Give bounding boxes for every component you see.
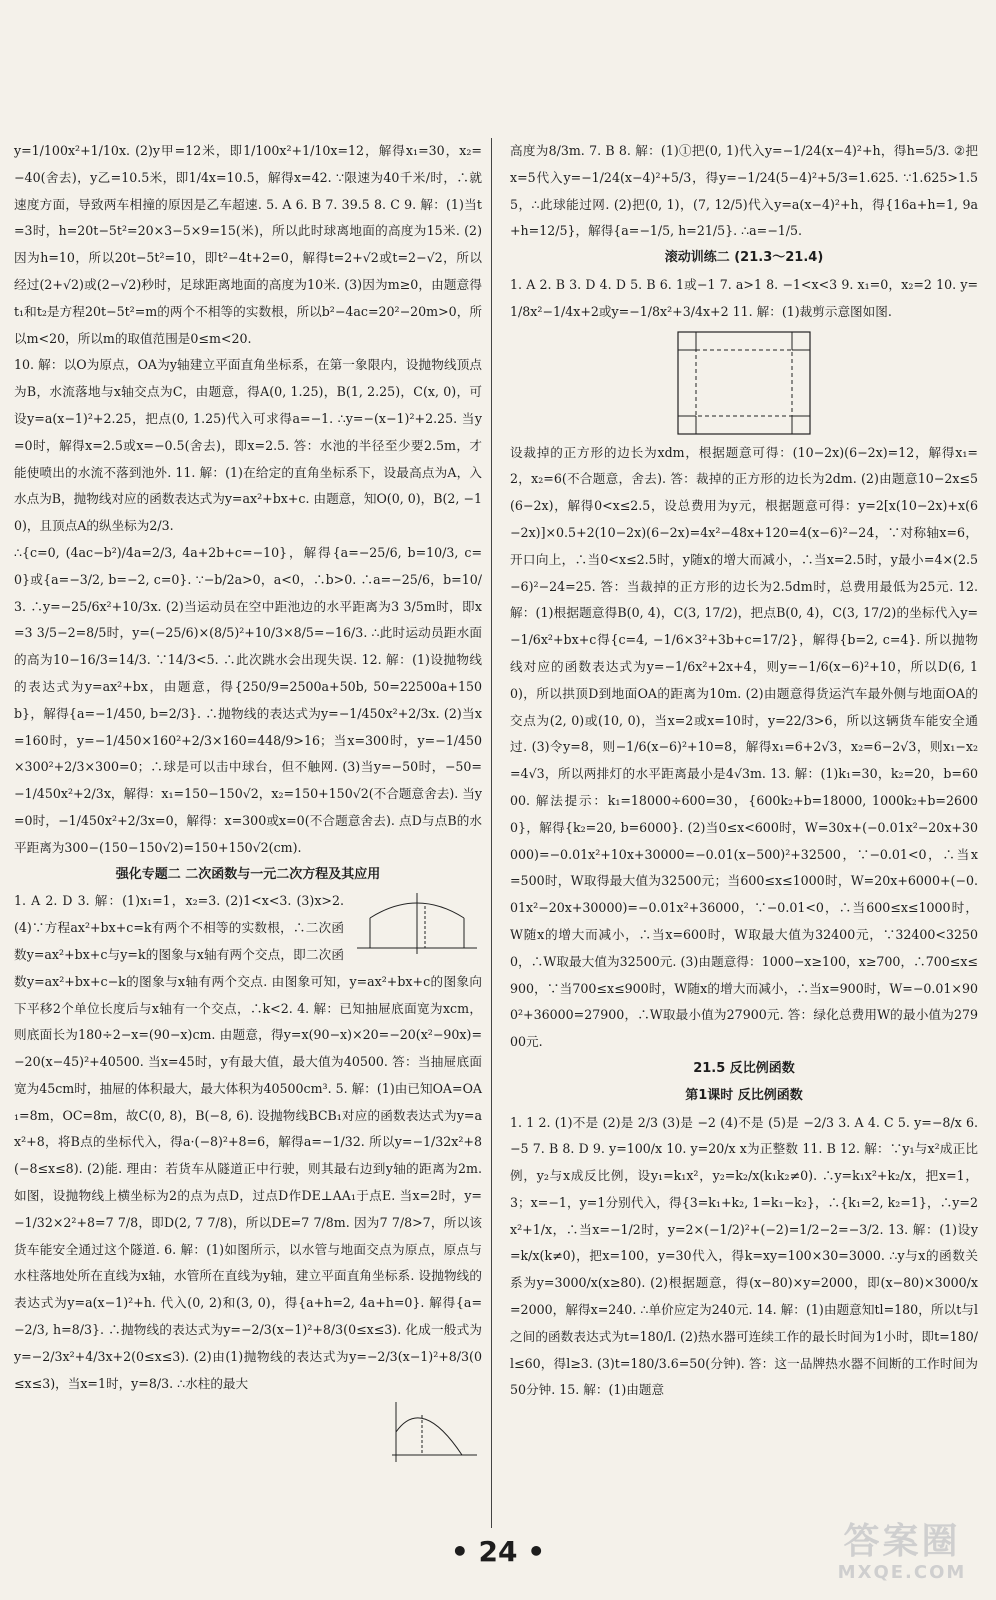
- answer-paragraph: 设裁掉的正方形的边长为xdm，根据题意可得：(10−2x)(6−2x)=12，解得x₁=2，x₂=6(不合题意，舍去). 答：裁掉的正方形的边长为2dm. (2)由题意10−2x≤5(6−2x)，解得0<x≤2.5，设总费用为y元，根据题意可得：y=2[x(10−2x)+x(6−2x)]×0.5+2(10−2x)(6−2x)=4x²−48x+120=4(x−6)²−24，∵对称轴x=6，开口向上，∴当0<x≤2.5时，y随x的增大而减小，∴当x=2.5时，y最小=4×(2.5−6)²−24=25. 答：当裁掉的正方形的边长为2.5dm时，总费用最低为25元. 12. 解：(1)根据题意得B(0, 4)，C(3, 17/2)，把点B(0, 4)，C(3, 17/2)的坐标代入y=−1/6x²+bx+c得{c=4, −1/6×3²+3b+c=17/2}，解得{b=2, c=4}. 所以抛物线对应的函数表达式为y=−1/6x²+2x+4，则y=−1/6(x−6)²+10，所以D(6, 10)，所以拱顶D到地面OA的距离为10m. (2)由题意得货运汽车最外侧与地面OA的交点为(2, 0)或(10, 0)，当x=2或x=10时，y=22/3>6，所以这辆货车能安全通过. (3)令y=8，则−1/6(x−6)²+10=8，解得x₁=6+2√3，x₂=6−2√3，则x₁−x₂=4√3，所以两排灯的水平距离最小是4√3m. 13. 解：(1)k₁=30，k₂=20，b=6000. 解法提示：k₁=18000÷600=30，{600k₂+b=18000, 1000k₂+b=26000}，解得{k₂=20, b=6000}. (2)当0≤x<600时，W=30x+(−0.01x²−20x+30000)=−0.01x²+10x+30000=−0.01(x−500)²+32500，∵−0.01<0，∴当x=500时，W取得最大值为32500元；当600≤x≤1000时，W=20x+6000+(−0.01x²−20x+30000)=−0.01x²+36000，∵−0.01<0，∴当600≤x≤1000时，W随x的增大而减小，∴当x=600时，W取最大值为32400元，∵32400<32500，∴W取最大值为32500元. (3)由题意得：1000−x≥100，x≥700，∴700≤x≤900，∵当700≤x≤900时，W随x的增大而减小，∴当x=900时，W=−0.01×900²+36000=27900，∴W取最小值为27900元. 答：绿化总费用W的最小值为27900元.: [510, 444, 978, 1050]
- column-divider: [491, 138, 492, 1528]
- watermark-text: 答案圈: [843, 1521, 961, 1562]
- tunnel-diagram: [352, 888, 482, 958]
- answer-paragraph: 1. A 2. D 3. 解：(1)x₁=1，x₂=3. (2)1<x<3. (3)x>2. (4)∵方程ax²+bx+c=k有两个不相等的实数根，∴二次函数y=ax²+bx+c与y=k的图象与x轴有两个交点，即二次函数y=ax²+bx+c−k的图象与x轴有两个交点. 由图象可知，y=ax²+bx+c的图象向下平移2个单位长度后与x轴有一个交点，∴k<2. 4. 解：已知抽屉底面宽为xcm，则底面长为180÷2−x=(90−x)cm. 由题意，得y=x(90−x)×20=−20(x²−90x)=−20(x−45)²+40500. 当x=45时，y有最大值，最大值为40500. 答：当抽屉底面宽为45cm时，抽屉的体积最大，最大体积为40500cm³. 5. 解：(1)由已知OA=OA₁=8m，OC=8m，故C(0, 8)，B(−8, 6). 设抛物线BCB₁对应的函数表达式为y=ax²+8，将B点的坐标代入，得a·(−8)²+8=6，解得a=−1/32. 所以y=−1/32x²+8(−8≤x≤8). (2)能. 理由：若货车从隧道正中行驶，则其最右边到y轴的距离为2m. 如图，设抛物线上横坐标为2的点为点D，过点D作DE⊥AA₁于点E. 当x=2时，y=−1/32×2²+8=7 7/8，即D(2, 7 7/8)，所以DE=7 7/8m. 因为7 7/8>7，所以该货车能安全通过这个隧道. 6. 解：(1)如图所示，以水管与地面交点为原点，原点与水柱落地处所在直线为x轴，水管所在直线为y轴，建立平面直角坐标系. 设抛物线的表达式为y=a(x−1)²+h. 代入(0, 2)和(3, 0)，得{a+h=2, 4a+h=0}. 解得{a=−2/3, h=8/3}. ∴抛物线的表达式为y=−2/3(x−1)²+8/3(0≤x≤3). 化成一般式为y=−2/3x²+4/3x+2(0≤x≤3). (2)由(1)抛物线的表达式为y=−2/3(x−1)²+8/3(0≤x≤3)，当x=1时，y=8/3. ∴水柱的最大: [14, 893, 482, 1391]
- parabola-diagram: [382, 1397, 482, 1467]
- section-heading: 21.5 反比例函数: [693, 1060, 795, 1076]
- right-column: [510, 138, 978, 1398]
- watermark-url: MXQE.COM: [837, 1562, 967, 1583]
- section-heading: 强化专题二 二次函数与一元二次方程及其应用: [115, 866, 381, 882]
- answer-paragraph: ∴{c=0, (4ac−b²)/4a=2/3, 4a+2b+c=−10}，解得{a=−25/6, b=10/3, c=0}或{a=−3/2, b=−2, c=0}. ∵−b/2a>0，a<0，∴b>0. ∴a=−25/6，b=10/3. ∴y=−25/6x²+10/3x. (2)当运动员在空中距池边的水平距离为3 3/5m时，即x=3 3/5−2=8/5时，y=(−25/6)×(8/5)²+10/3×8/5=−16/3. ∴此时运动员距水面的高为10−16/3=14/3. ∵14/3<5. ∴此次跳水会出现失误. 12. 解：(1)设抛物线的表达式为y=ax²+bx，由题意，得{250/9=2500a+50b, 50=22500a+150b}，解得{a=−1/450, b=2/3}. ∴抛物线的表达式为y=−1/450x²+2/3x. (2)当x=160时，y=−1/450×160²+2/3×160=448/9>16；当x=300时，y=−1/450×300²+2/3×300=0；∴球是可以击中球台，但不触网. (3)当y=−50时，−50=−1/450x²+2/3x，解得：x₁=150−150√2，x₂=150+150√2(不合题意舍去). 当y=0时，−1/450x²+2/3x=0，解得：x=300或x=0(不合题意舍去). 点D与点B的水平距离为300−(150−150√2)=150+150√2(cm).: [14, 544, 482, 855]
- section-heading: 滚动训练二 (21.3～21.4): [664, 250, 824, 266]
- watermark-logo: [822, 1522, 982, 1592]
- subsection-heading: 第1课时 反比例函数: [685, 1087, 803, 1103]
- answer-paragraph: 1. A 2. B 3. D 4. D 5. B 6. 1或−1 7. a>1 8. −1<x<3 9. x₁=0，x₂=2 10. y=1/8x²−1/4x+2或y=−1/8x²+3/4x+2 11. 解：(1)裁剪示意图如图.: [510, 276, 978, 319]
- answer-paragraph: 高度为8/3m. 7. B 8. 解：(1)①把(0, 1)代入y=−1/24(x−4)²+h，得h=5/3. ②把x=5代入y=−1/24(x−4)²+5/3，得y=−1/24(5−4)²+5/3=1.625. ∵1.625>1.55，∴此球能过网. (2)把(0, 1)，(7, 12/5)代入y=a(x−4)²+h，得{16a+h=1, 9a+h=12/5}，解得{a=−1/5, h=21/5}. ∴a=−1/5.: [510, 143, 978, 239]
- answer-paragraph: 1. 1 2. (1)不是 (2)是 2/3 (3)是 −2 (4)不是 (5)是 −2/3 3. A 4. C 5. y=−8/x 6. −5 7. B 8. D 9. y=100/x 10. y=20/x x为正整数 11. B 12. 解：∵y₁与x²成正比例，y₂与x成反比例，设y₁=k₁x²，y₂=k₂/x(k₁k₂≠0). ∴y=k₁x²+k₂/x，把x=1，3；x=−1，y=1分别代入，得{3=k₁+k₂, 1=k₁−k₂}，∴{k₁=2, k₂=1}，∴y=2x²+1/x，∴当x=−1/2时，y=2×(−1/2)²+(−2)=1/2−2=−3/2. 13. 解：(1)设y=k/x(k≠0)，把x=100，y=30代入，得k=xy=100×30=3000. ∴y与x的函数关系为y=3000/x(x≥80). (2)根据题意，得(x−80)×y=2000，即(x−80)×3000/x=2000，解得x=240. ∴单价应定为240元. 14. 解：(1)由题意知tl=180，所以t与l之间的函数表达式为t=180/l. (2)热水器可连续工作的最长时间为1小时，即t=180/l≤60，得l≥3. (3)t=180/3.6=50(分钟). 答：这一品牌热水器不间断的工作时间为50分钟. 15. 解：(1)由题意: [510, 1114, 978, 1398]
- answer-paragraph: y=1/100x²+1/10x. (2)y甲=12米，即1/100x²+1/10x=12，解得x₁=30，x₂=−40(舍去)，y乙=10.5米，即1/4x=10.5，解得x=42. ∵限速为40千米/时，∴就速度方面，导致两车相撞的原因是乙车超速. 5. A 6. B 7. 39.5 8. C 9. 解：(1)当t=3时，h=20t−5t²=20×3−5×9=15(米)，所以此时球离地面的高度为15米. (2)因为h=10，所以20t−5t²=10，即t²−4t+2=0，解得t=2+√2或t=2−√2，所以经过(2+√2)或(2−√2)秒时，足球距离地面的高度为10米. (3)因为m≥0，由题意得t₁和t₂是方程20t−5t²=m的两个不相等的实数根，所以b²−4ac=20²−20m>0，所以m<20，所以m的取值范围是0≤m<20.: [14, 143, 482, 346]
- page-number: • 24 •: [450, 1535, 546, 1568]
- answer-paragraph: 10. 解：以O为原点，OA为y轴建立平面直角坐标系，在第一象限内，设抛物线顶点为B，水流落地与x轴交点为C，由题意，得A(0, 1.25)，B(1, 2.25)，C(x, 0)，可设y=a(x−1)²+2.25，把点(0, 1.25)代入可求得a=−1. ∴y=−(x−1)²+2.25. 当y=0时，解得x=2.5或x=−0.5(舍去)，即x=2.5. 答：水池的半径至少要2.5m，才能使喷出的水流不落到池外. 11. 解：(1)在给定的直角坐标系下，设最高点为A，入水点为B，抛物线对应的函数表达式为y=ax²+bx+c. 由题意，知O(0, 0)，B(2, −10)，且顶点A的纵坐标为2/3.: [14, 357, 482, 534]
- left-column: [14, 138, 482, 1498]
- cutting-diagram: [676, 330, 812, 436]
